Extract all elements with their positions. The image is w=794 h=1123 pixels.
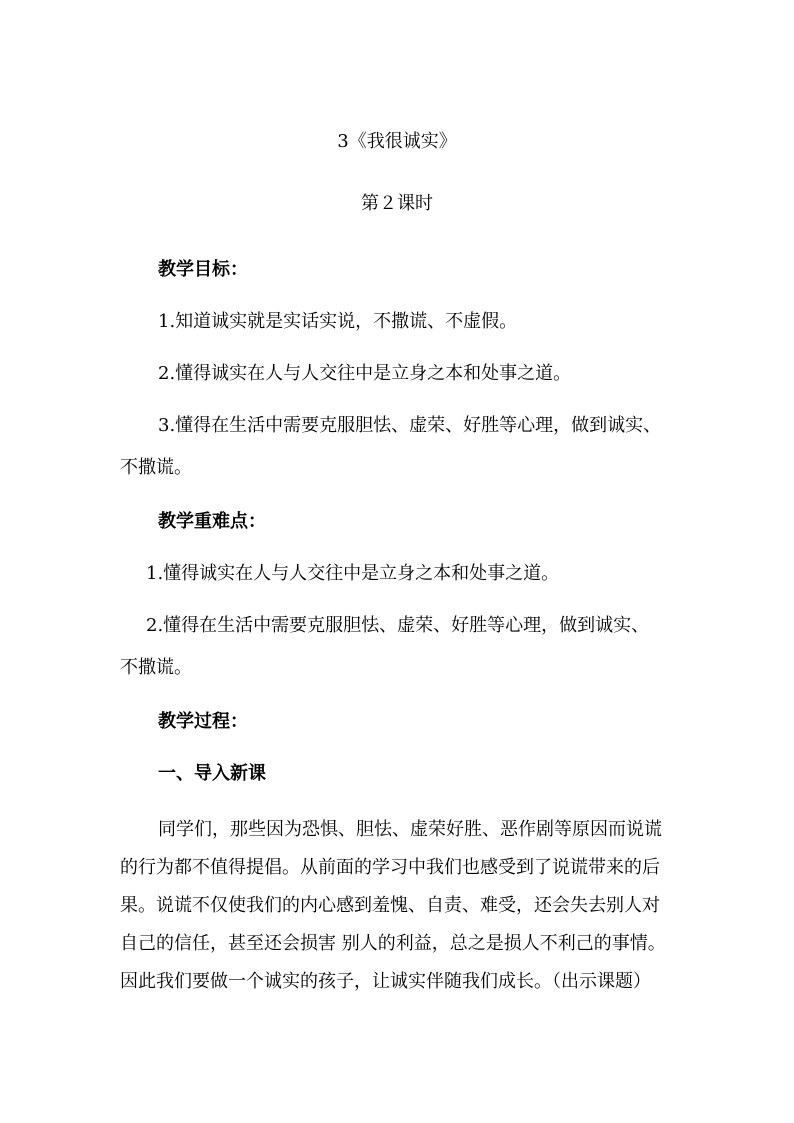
- objective-item: 1.知道诚实就是实话实说，不撒谎、不虚假。: [158, 311, 518, 332]
- key-point-item-continuation: 不撒谎。: [120, 657, 192, 678]
- objective-item: 3.懂得在生活中需要克服胆怯、虚荣、好胜等心理，做到诚实、: [158, 415, 662, 436]
- paragraph-line: 同学们，那些因为恐惧、胆怯、虚荣好胜、恶作剧等原因而说谎: [158, 819, 662, 840]
- paragraph-line: 因此我们要做一个诚实的孩子，让诚实伴随我们成长。（出示课题）: [120, 971, 651, 992]
- key-point-item: 2.懂得在生活中需要克服胆怯、虚荣、好胜等心理，做到诚实、: [146, 615, 650, 636]
- key-point-item: 1.懂得诚实在人与人交往中是立身之本和处事之道。: [146, 563, 560, 584]
- objective-item: 2.懂得诚实在人与人交往中是立身之本和处事之道。: [158, 363, 572, 384]
- process-heading: 教学过程：: [158, 711, 248, 732]
- page-title: 3《我很诚实》: [337, 131, 457, 152]
- objective-item-continuation: 不撒谎。: [120, 457, 192, 478]
- paragraph-line: 的行为都不值得提倡。从前面的学习中我们也感受到了说谎带来的后: [120, 857, 660, 878]
- section-heading: 一、导入新课: [158, 763, 266, 784]
- paragraph-line: 果。说谎不仅使我们的内心感到羞愧、自责、难受，还会失去别人对: [120, 895, 660, 916]
- key-points-heading: 教学重难点：: [158, 511, 266, 532]
- objectives-heading: 教学目标：: [158, 259, 248, 280]
- lesson-subtitle: 第２课时: [361, 193, 433, 214]
- paragraph-line: 自己的信任，甚至还会损害 别人的利益，总之是损人不利己的事情。: [120, 933, 666, 954]
